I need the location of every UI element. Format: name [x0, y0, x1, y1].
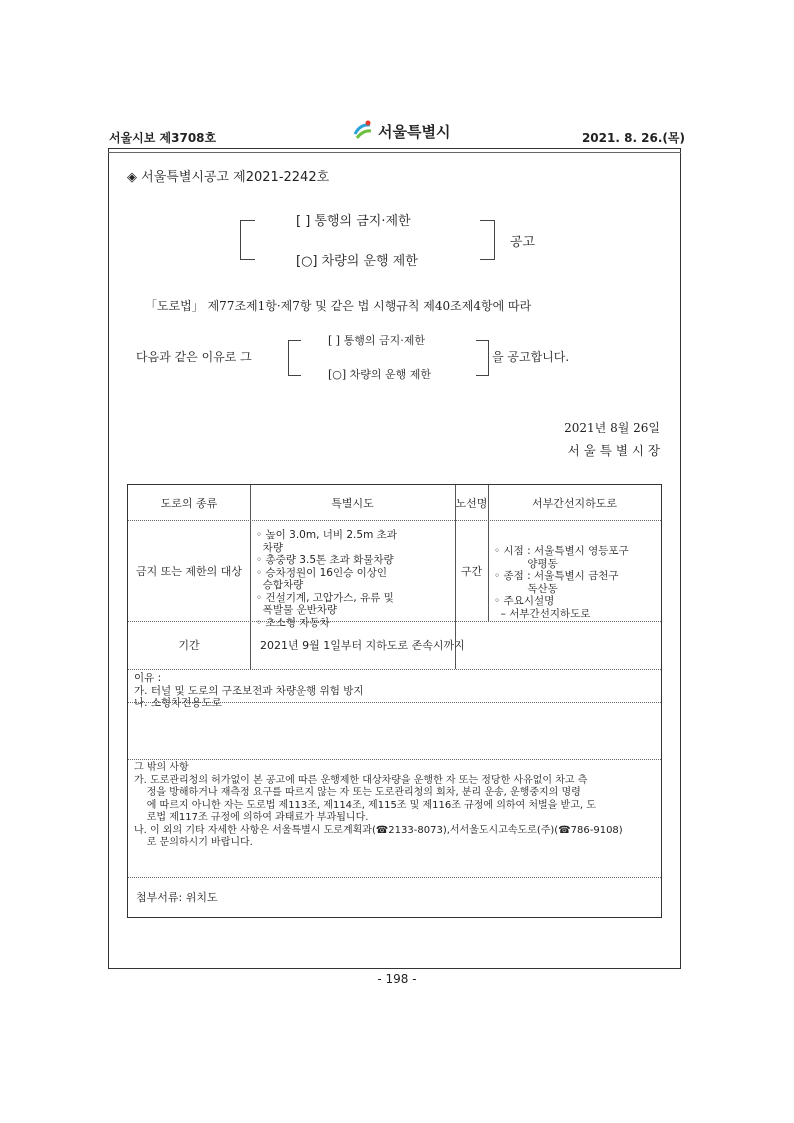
other-line: 정을 방해하거나 재측정 요구를 따르지 않는 자 또는 도로관리청의 회차, 분리 운송, 운행중지의 명령	[134, 787, 581, 798]
header-road-type: 도로의 종류	[160, 496, 218, 510]
other-line: 로 문의하시기 바랍니다.	[134, 837, 253, 848]
section-item: – 서부간선지하도로	[494, 607, 591, 620]
diamond-icon: ◈	[127, 170, 137, 185]
section-item: ◦ 종점 : 서울특별시 금천구	[494, 570, 619, 582]
section-items	[494, 545, 659, 620]
reason-prefix: 다음과 같은 이유로 그	[136, 350, 252, 364]
reason-line: 나. 소형차전용도로	[134, 697, 222, 709]
right-bracket	[480, 220, 495, 260]
header-road-class: 특별시도	[331, 496, 374, 510]
seoul-logo-icon	[352, 120, 374, 142]
restriction-item: ◦ 초소형 자동차	[256, 616, 330, 629]
section-item: 독산동	[494, 582, 558, 595]
restriction-item: 승합차량	[256, 579, 304, 591]
section-label: 구간	[460, 564, 483, 578]
period-value: 2021년 9월 1일부터 지하도로 존속시까지	[260, 639, 465, 652]
notice-suffix: 공고	[510, 235, 536, 250]
header-logo	[352, 120, 450, 142]
org-name: 서울특별시	[378, 122, 451, 141]
small-right-bracket	[476, 340, 489, 376]
small-left-bracket	[288, 340, 301, 376]
reasons	[134, 672, 654, 710]
section-item: 양평동	[494, 557, 558, 570]
restriction-item: ◦ 승차정원이 16인승 이상인	[256, 566, 387, 579]
option-vehicle-restriction: [○] 차량의 운행 제한	[296, 254, 418, 269]
law-basis: 「도로법」 제77조제1항·제7항 및 같은 법 시행규칙 제40조제4항에 따라	[145, 299, 532, 313]
restriction-item: 차량	[256, 541, 283, 554]
issue-number: 서울시보 제3708호	[109, 131, 217, 145]
other-matters	[134, 762, 660, 850]
header-route-name: 서부간선지하도로	[531, 496, 617, 510]
restriction-item: ◦ 총중량 3.5톤 초과 화물차량	[256, 554, 394, 566]
restriction-item: ◦ 건설기계, 고압가스, 유류 및	[256, 591, 394, 604]
reason-line: 이유 :	[134, 672, 162, 684]
signer: 서 울 특 별 시 장	[567, 443, 660, 458]
header-route-label: 노선명	[455, 496, 488, 510]
restriction-items	[256, 529, 452, 629]
reason-suffix: 을 공고합니다.	[492, 350, 570, 364]
other-line: 그 밖의 사항	[134, 762, 189, 773]
other-line: 로법 제117조 규정에 의하여 과태료가 부과됩니다.	[134, 812, 369, 823]
section-item: ◦ 주요시설명	[494, 595, 555, 607]
other-line: 가. 도로관리청의 허가없이 본 공고에 따른 운행제한 대상차량을 운행한 자 또는 정당한 사유없이 차고 측	[134, 774, 588, 786]
restriction-label: 금지 또는 제한의 대상	[135, 564, 243, 578]
section-item: ◦ 시점 : 서울특별시 영등포구	[494, 545, 629, 557]
period-label: 기간	[178, 639, 200, 652]
small-option-traffic-ban: [ ] 통행의 금지·제한	[328, 334, 425, 347]
small-option-vehicle-restriction: [○] 차량의 운행 제한	[328, 368, 432, 381]
left-bracket	[240, 220, 255, 260]
reason-line: 가. 터널 및 도로의 구조보전과 차량운행 위험 방지	[134, 684, 364, 697]
notice-number: 서울특별시공고 제2021-2242호	[141, 170, 330, 185]
other-line: 나. 이 외의 기타 자세한 사항은 서울특별시 도로계획과(☎2133-8073),서서울도시고속도로(주)(☎786-9108)	[134, 824, 623, 836]
restriction-item: 폭발물 운반차량	[256, 604, 338, 616]
other-line: 에 따르지 아니한 자는 도로법 제113조, 제114조, 제115조 및 제116조 규정에 의하여 처벌을 받고, 도	[134, 799, 596, 811]
attachment: 첨부서류: 위치도	[136, 891, 218, 904]
notice-title	[127, 166, 329, 185]
restriction-table	[127, 484, 662, 918]
sign-date: 2021년 8월 26일	[564, 421, 660, 435]
restriction-item: ◦ 높이 3.0m, 너비 2.5m 초과	[256, 529, 397, 541]
page-number: - 198 -	[377, 972, 417, 986]
issue-date: 2021. 8. 26.(목)	[581, 131, 685, 145]
option-traffic-ban: [ ] 통행의 금지·제한	[296, 214, 411, 229]
header-divider	[108, 152, 681, 153]
